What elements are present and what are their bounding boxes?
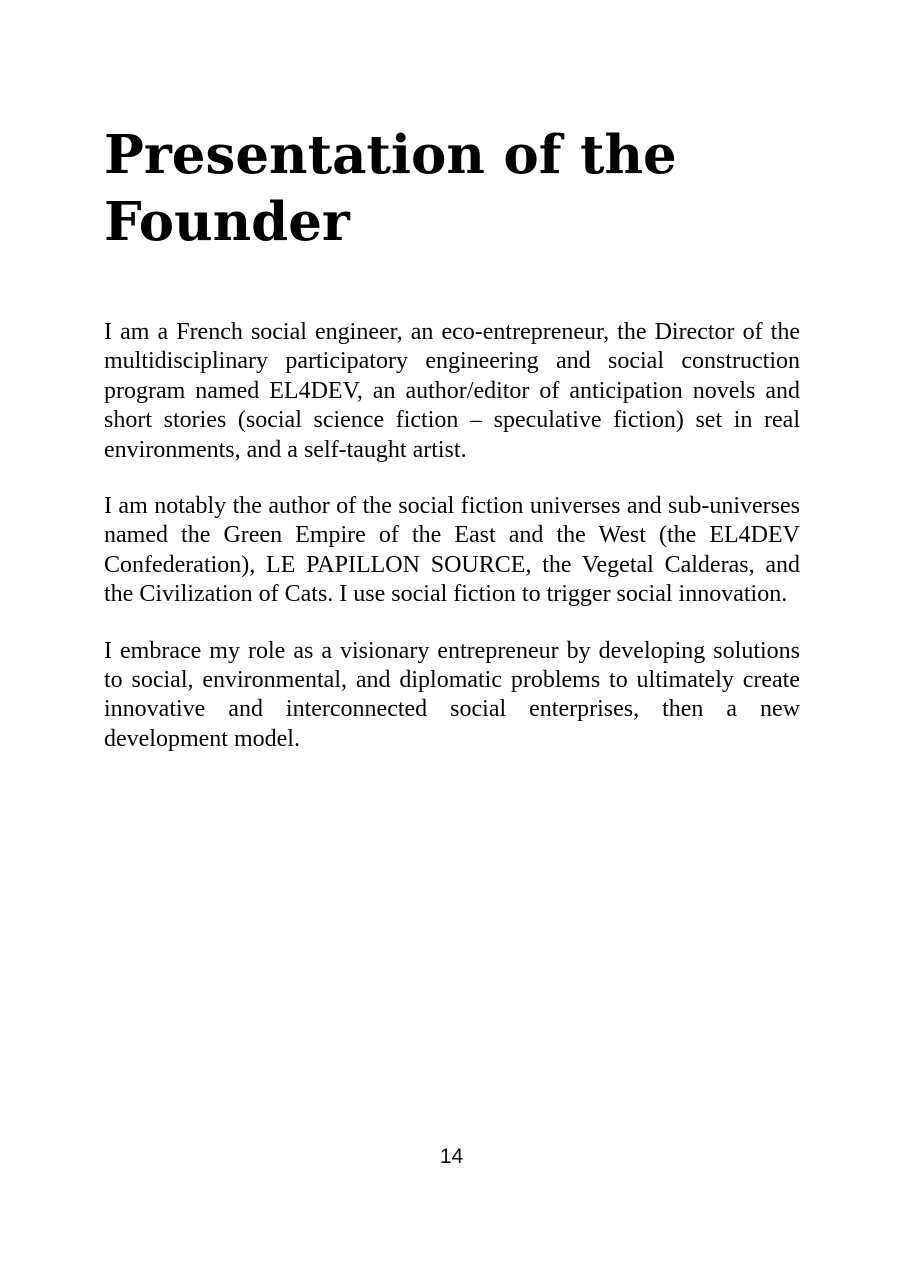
page-title-line-2: Founder [104,190,350,253]
body-paragraph: I embrace my role as a visionary entrepreneur by developing solutions to social, environmental, and diplomatic problems to ultimately create innovative and interconnected social enterprises, then a new development model. [104,637,800,752]
page-title [104,122,824,256]
body-paragraph: I am notably the author of the social fiction universes and sub-universes named the Green Empire of the East and the West (the EL4DEV Confederation), LE PAPILLON SOURCE, the Vegetal Calderas, and the Civilization of Cats. I use social fiction to trigger social innovation. [104,493,800,608]
page-footer [0,1144,903,1170]
body-paragraph: I am a French social engineer, an eco-entrepreneur, the Director of the multidisciplinary participatory engineering and social construction program named EL4DEV, an author/editor of anticipation novels and short stories (social science fiction – speculative fiction) set in real environments, and a self-taught artist. [104,319,800,463]
body-text-block [104,318,800,781]
page-title-line-1: Presentation of the [104,123,677,186]
page-number: 14 [439,1145,464,1168]
